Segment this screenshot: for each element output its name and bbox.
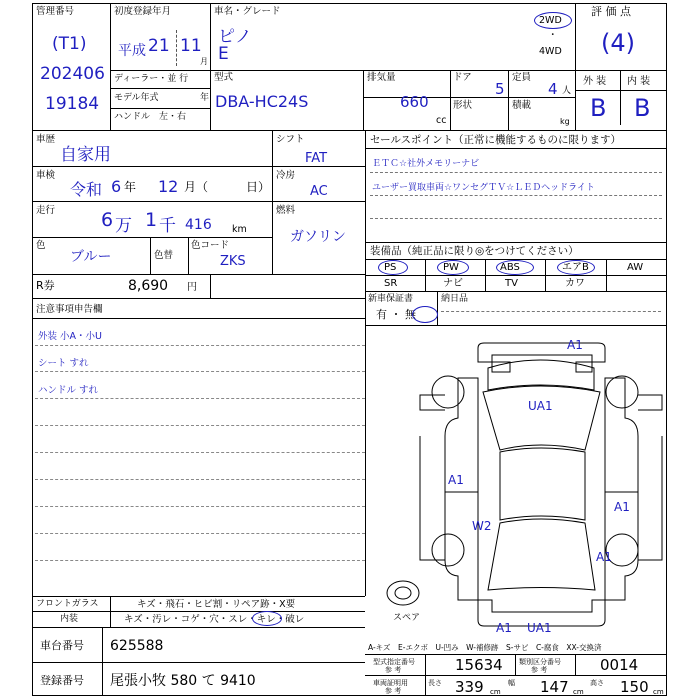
- note-line-1: 外装 小A・小U: [38, 331, 102, 342]
- shaken-label: 車検: [36, 170, 56, 181]
- mileage-sen: 1: [145, 209, 158, 231]
- shodo-label: 初度登録年月: [114, 6, 172, 17]
- equip-navi: ナビ: [443, 278, 463, 289]
- mileage-man-unit: 万: [115, 216, 132, 236]
- irogae-label: 色替: [154, 250, 174, 261]
- height-value: 150: [620, 678, 649, 696]
- reg-month: 11: [180, 36, 202, 56]
- cc-unit: cc: [436, 115, 447, 126]
- hyoka-label: 評 価 点: [591, 5, 631, 18]
- door-count: 5: [495, 80, 505, 98]
- sanko-label-1: 参 考: [385, 666, 402, 674]
- soko-label: 走行: [36, 205, 56, 216]
- nenryo-label: 燃料: [276, 205, 296, 216]
- shomei-label: 車両証明用: [373, 679, 408, 687]
- warranty-choice: 有 ・ 無: [376, 308, 416, 321]
- sales-point-1: ＥＴＣ☆社外メモリーナビ: [372, 159, 480, 169]
- kg-unit: kg: [560, 117, 570, 126]
- sales-point-title: セールスポイント（正常に機能するものに限ります）: [370, 134, 622, 146]
- recycle-fee: 8,690: [128, 278, 169, 294]
- damage-hood: UA1: [528, 399, 553, 413]
- sanko-label-2: 参 考: [531, 666, 548, 674]
- haiki-label: 排気量: [367, 72, 396, 83]
- note-line-2: シート すれ: [38, 358, 89, 369]
- 4wd-label: 4WD: [539, 46, 562, 57]
- model-code: DBA-HC24S: [215, 92, 309, 111]
- damage-rear-right: UA1: [527, 621, 552, 635]
- naiso-items: キズ・汚レ・コゲ・穴・スレ・キレ・破レ: [124, 614, 305, 625]
- front-glass-label: フロントガラス: [36, 599, 99, 609]
- shamei-label: 車名・グレード: [214, 6, 281, 17]
- equip-pw: PW: [443, 262, 459, 273]
- teiin-label: 定員: [512, 72, 532, 83]
- type-designation: 15634: [455, 656, 503, 674]
- month-unit: 月: [200, 57, 208, 66]
- wd-separator: ・: [548, 30, 558, 41]
- damage-front-bumper: A1: [567, 338, 583, 352]
- capacity: 4: [548, 80, 558, 98]
- nobi-label: 納日品: [441, 294, 469, 304]
- kanri-number-1: 202406: [40, 64, 105, 84]
- damage-rear-left: A1: [496, 621, 512, 635]
- damage-legend: A-キズ E-エクボ U-凹み W-補修跡 S-サビ C-腐食 XX-交換済: [368, 643, 602, 652]
- inspection-year-unit: 年: [124, 180, 137, 194]
- inspection-day-unit: 日）: [246, 180, 271, 194]
- reibo-label: 冷房: [276, 170, 296, 181]
- registration-number: 尾張小牧 580 て 9410: [110, 673, 256, 689]
- haba-label: 幅: [508, 679, 515, 687]
- katashiki-shitei-label: 型式指定番号: [373, 658, 415, 666]
- katashiki-label: 型式: [214, 72, 234, 83]
- reg-era: 平成: [118, 43, 146, 59]
- kanri-label: 管理番号: [36, 6, 75, 17]
- nagasa-label: 長さ: [428, 679, 442, 687]
- inspection-month-unit: 月（: [184, 180, 209, 194]
- color-code-value: ZKS: [220, 254, 246, 269]
- history-value: 自家用: [60, 145, 111, 165]
- registration-label: 登録番号: [40, 674, 84, 687]
- damage-right-side: A1: [614, 500, 630, 514]
- kanri-tag: (T1): [52, 34, 87, 54]
- iro-label: 色: [36, 240, 46, 251]
- sekisai-label: 積載: [512, 100, 532, 111]
- damage-left-side: A1: [448, 473, 464, 487]
- equip-ps: PS: [384, 262, 397, 273]
- 2wd-label: 2WD: [539, 15, 562, 26]
- mileage-sen-unit: 千: [159, 216, 176, 236]
- color-value: ブルー: [70, 249, 112, 265]
- equip-title: 装備品（純正品に限り◎をつけてください）: [370, 245, 579, 257]
- takasa-label: 高さ: [590, 679, 604, 687]
- model-year-label: モデル年式: [114, 93, 159, 103]
- handle-label: ハンドル 左・右: [114, 112, 187, 122]
- ruibetsu-label: 類別区分番号: [519, 658, 561, 666]
- keijo-label: 形状: [453, 100, 473, 111]
- shift-label: シフト: [276, 134, 305, 145]
- car-name: ピノ: [218, 27, 252, 47]
- length-unit: cm: [490, 688, 501, 696]
- km-unit: km: [232, 224, 247, 235]
- shift-value: FAT: [305, 151, 328, 166]
- chassis-number: 625588: [110, 638, 164, 654]
- car-grade: E: [218, 44, 229, 64]
- sales-point-2: ユーザー買取車両☆ワンセグＴＶ☆ＬＥＤヘッドライト: [372, 183, 595, 193]
- equip-sr: SR: [384, 278, 398, 289]
- naiso-label: 内 装: [627, 76, 651, 87]
- damage-left-rear: W2: [472, 519, 492, 533]
- category-number: 0014: [600, 656, 639, 674]
- ac-value: AC: [310, 184, 328, 199]
- spare-label: スペア: [393, 613, 421, 623]
- score-value: (4): [601, 29, 635, 57]
- height-unit: cm: [653, 688, 664, 696]
- chui-label: 注意事項申告欄: [36, 304, 103, 315]
- mileage-man: 6: [101, 209, 114, 231]
- model-year-unit: 年: [200, 93, 210, 103]
- naiso-sure-circle: [252, 611, 282, 626]
- fuel-value: ガソリン: [290, 229, 346, 245]
- width-value: 147: [540, 678, 569, 696]
- color-code-label: 色コード: [191, 240, 230, 251]
- equip-airbag: エアB: [562, 262, 589, 273]
- equip-kawa: カワ: [565, 278, 585, 289]
- shareki-label: 車歴: [36, 134, 56, 145]
- naiso-row-label: 内装: [60, 614, 79, 624]
- warranty-label: 新車保証書: [368, 294, 414, 304]
- inspection-era: 令和: [70, 180, 103, 199]
- inspection-year: 6: [111, 177, 122, 196]
- inspection-month: 12: [158, 177, 179, 196]
- mileage-rest: 416: [185, 217, 212, 233]
- width-unit: cm: [573, 688, 584, 696]
- sanko-label-3: 参 考: [385, 687, 402, 695]
- note-line-3: ハンドル すれ: [38, 385, 99, 396]
- length-value: 339: [455, 678, 484, 696]
- equip-aw: AW: [627, 262, 644, 273]
- reg-year: 21: [148, 36, 170, 56]
- gaiso-label: 外 装: [583, 76, 607, 87]
- displacement: 660: [400, 93, 429, 111]
- kanri-number-2: 19184: [45, 94, 100, 114]
- equip-abs: ABS: [500, 262, 520, 273]
- damage-right-rear: A1: [596, 550, 612, 564]
- equip-tv: TV: [505, 278, 518, 289]
- interior-grade: B: [634, 94, 651, 122]
- door-label: ドア: [453, 72, 472, 83]
- chassis-label: 車台番号: [40, 639, 84, 652]
- capacity-unit: 人: [562, 86, 572, 96]
- exterior-grade: B: [590, 94, 607, 122]
- yen-unit: 円: [187, 282, 197, 293]
- dealer-label: ディーラー・並 行: [114, 74, 189, 84]
- front-glass-items: キズ・飛石・ヒビ割・リペア跡・X要: [137, 599, 296, 610]
- rken-label: R券: [36, 279, 55, 292]
